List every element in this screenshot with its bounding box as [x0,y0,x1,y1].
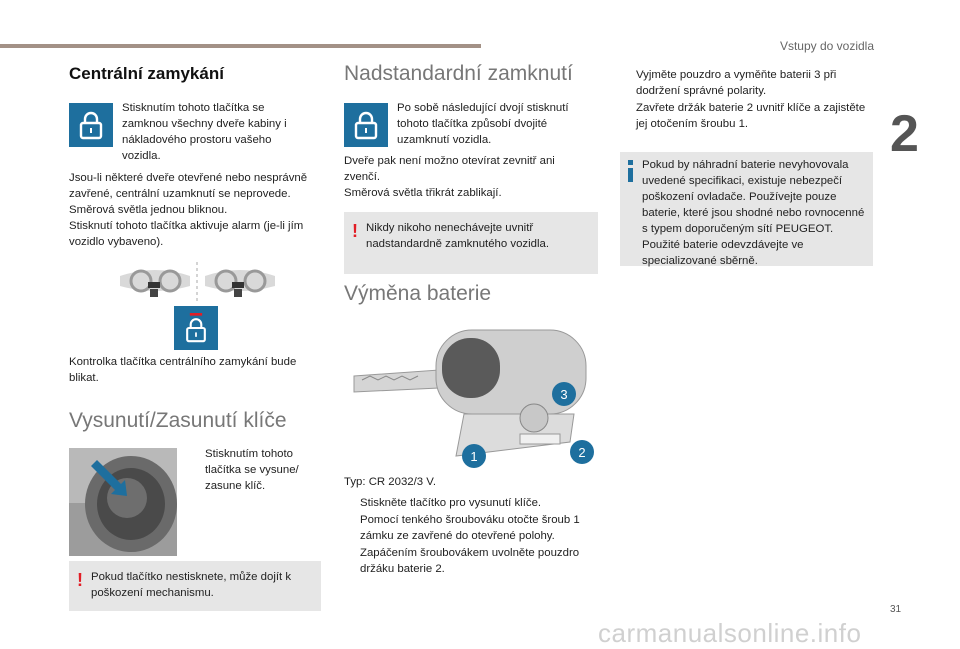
lock-button-icon [69,103,113,147]
lock-icon [78,110,104,140]
central-locking-title: Centrální zamykání [69,64,224,83]
watermark: carmanualsonline.info [598,618,862,648]
lock-icon [183,313,209,343]
key-fob-photo [69,448,177,556]
battery-steps-continued [620,67,870,133]
battery-info-box [620,152,873,266]
deadlock-icon-text: Po sobě následující dvojí stisknutí tohoto tlačítka způsobí dvojité uzamknutí vozidla. [397,102,569,146]
key-fold-title: Vysunutí/Zasunutí klíče [69,409,287,432]
deadlock-para2: Směrová světla třikrát zablikají. [344,187,502,199]
battery-steps [344,495,599,578]
deadlock-button-icon [344,103,388,147]
chapter-title: Vstupy do vozidla [779,39,874,53]
dashboard-illustration [115,262,280,302]
warning-text: Nikdy nikoho nenechávejte uvnitř nadstandardně zamknutého vozidla. [366,222,550,250]
key-fold-warning [69,561,321,611]
central-locking-para: Jsou-li některé dveře otevřené nebo nesprávně zavřené, centrální uzamknutí se neprovede. Směrová světla jednou bliknou. Stisknutí tohoto tlačítka aktivuje alarm (je-li jím vozidlo vybaveno). [69,172,308,248]
list-item: Pomocí tenkého šroubováku otočte šroub 1 zámku ze zavřené do otevřené polohy. [360,514,580,542]
list-item: Stisknutím tohoto tlačítka se vysune/ zasune klíč. [205,448,299,492]
page-number: 31 [890,604,902,615]
warning-text: Pokud tlačítko nestisknete, může dojít k poškození mechanismu. [91,571,292,599]
indicator-text: Kontrolka tlačítka centrálního zamykání bude blikat. [69,356,297,384]
callout-3: 3 [560,387,568,402]
central-locking-icon-text: Stisknutím tohoto tlačítka se zamknou všechny dveře kabiny i nákladového prostoru vašeho vozidla. [122,102,287,162]
lock-icon [353,110,379,140]
info-icon [628,160,633,182]
battery-type: Typ: CR 2032/3 V. [344,476,437,488]
list-item: Zapáčením šroubovákem uvolněte pouzdro držáku baterie 2. [360,547,580,575]
list-item: Vyjměte pouzdro a vyměňte baterii 3 při dodržení správné polarity. [636,69,837,97]
deadlock-para1: Dveře pak není možno otevírat zevnitř ani zvenčí. [344,155,555,183]
warning-icon: ! [77,570,83,590]
info-text: Pokud by náhradní baterie nevyhovovala uvedené specifikaci, existuje nebezpečí poškození ovladače. Používejte pouze baterie, které jsou shodné nebo rovnocenné s typem doporučeným sítí PEUGEOT. Použité baterie odevzdávejte ve specializované sběrně. [642,159,865,267]
lock-indicator-icon [174,306,218,350]
deadlock-warning [344,212,598,274]
chapter-number: 2 [890,105,919,163]
battery-title: Výměna baterie [344,282,492,305]
list-item: Stiskněte tlačítko pro vysunutí klíče. [360,497,542,509]
warning-icon: ! [352,221,358,241]
callout-1: 1 [470,449,478,464]
list-item: Zavřete držák baterie 2 uvnitř klíče a zajistěte jej otočením šroubu 1. [636,102,866,130]
callout-2: 2 [578,445,586,460]
key-fold-bullets [189,446,319,495]
deadlock-title: Nadstandardní zamknutí [344,62,573,85]
battery-illustration [344,318,594,468]
header-accent-bar [0,44,481,48]
